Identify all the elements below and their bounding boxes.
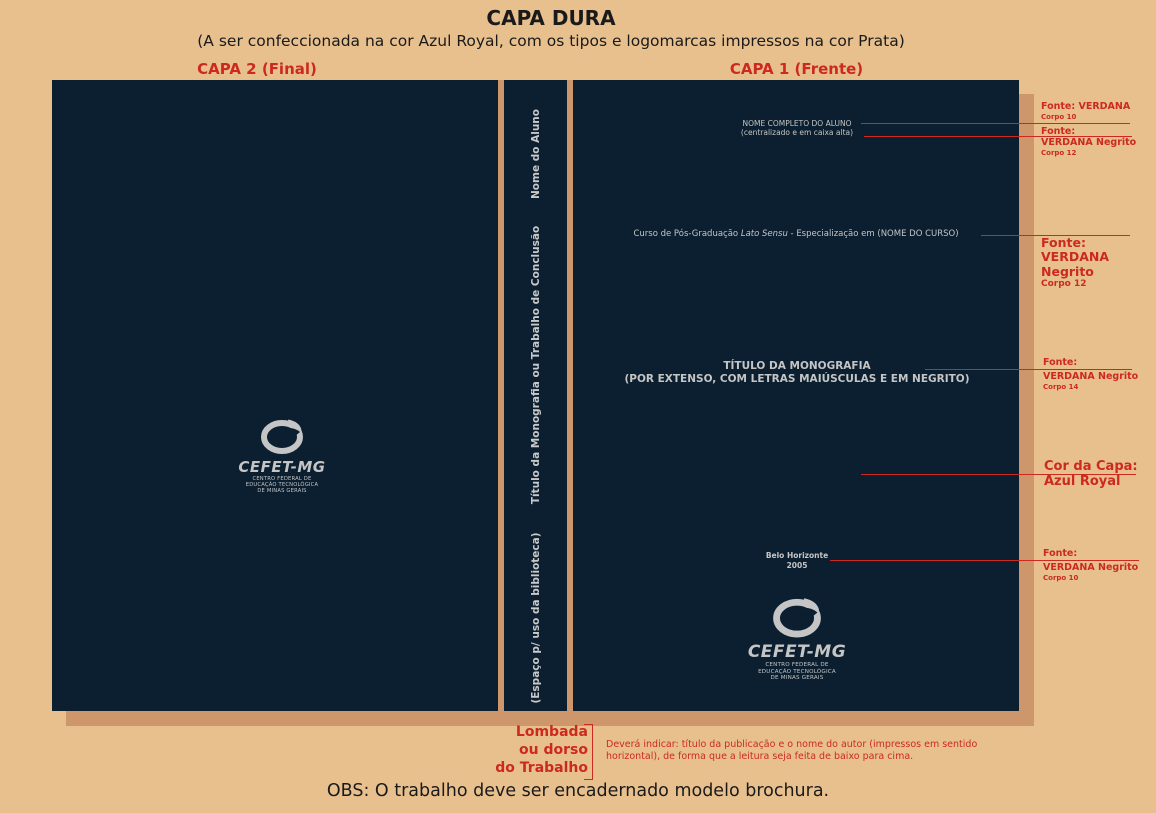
annotation-style: VERDANA Negrito [1041,136,1137,148]
spine-library-space: (Espaço p/ uso da biblioteca) [529,531,542,704]
back-cover-label: CAPA 2 (Final) [197,60,317,78]
course-line [573,229,1019,239]
annotation-cover-color [1044,460,1138,490]
leader-line-student-name [861,123,1130,124]
logo-line-2: EDUCAÇÃO TECNOLÓGICA [245,482,319,489]
spine-panel [504,80,567,711]
annotation-text: Azul Royal [1044,473,1121,489]
year: 2005 [786,560,808,570]
student-name-block [573,119,1021,138]
cefet-logo-icon [772,596,822,638]
annotation-size: Corpo 12 [1041,148,1077,157]
page-title: CAPA DURA [486,6,616,30]
annotation-size: Corpo 10 [1043,573,1079,582]
student-name: NOME COMPLETO DO ALUNO [742,119,852,128]
thesis-title-note: (POR EXTENSO, COM LETRAS MAIÚSCULAS E EM NEGRITO) [624,373,970,386]
thesis-title: TÍTULO DA MONOGRAFIA [723,360,871,372]
spine-title: Título da Monografia ou Trabalho de Conclusão [529,225,542,505]
logo-line-3: DE MINAS GERAIS [770,675,824,682]
cover-shadow-right [1019,94,1034,726]
annotation-style: VERDANA Negrito [1043,370,1139,382]
annotation-style: Negrito [1041,263,1094,279]
logo-line-1: CENTRO FEDERAL DE [252,476,312,482]
annotation-thesis-font [1043,358,1138,391]
annotation-style: VERDANA Negrito [1043,561,1139,573]
annotation-text: Fonte: [1041,126,1076,137]
back-cover-panel [52,80,498,711]
callout-line-3: do Trabalho [495,759,588,776]
footer-note: OBS: O trabalho deve ser encadernado modelo brochura. [326,781,830,801]
annotation-text: Fonte: [1043,548,1078,559]
callout-line-1: Lombada [515,724,588,740]
spine-author: Nome do Aluno [529,109,542,199]
front-cover-panel [573,80,1019,711]
annotation-text: Cor da Capa: [1044,459,1138,474]
annotation-size: Corpo 12 [1041,279,1087,290]
annotation-text: Fonte: [1043,357,1078,368]
logo-line-3: DE MINAS GERAIS [257,488,307,495]
logo-line-1: CENTRO FEDERAL DE [765,662,829,668]
logo-name: CEFET-MG [238,458,326,476]
logo-name: CEFET-MG [747,642,847,662]
spine-callout-label [470,724,588,777]
logo-line-2: EDUCAÇÃO TECNOLÓGICA [758,668,836,675]
annotation-student-name-font [1041,102,1130,121]
course-italic: Lato Sensu [740,229,788,239]
front-cover-logo [737,596,857,682]
back-cover-logo [222,418,342,495]
annotation-text: Fonte: [1041,235,1086,250]
spine-callout-note: Deverá indicar: título da publicação e o nome do autor (impressos em sentido horizontal), de forma que a leitura seja feita de baixo para cima. [606,739,978,763]
front-cover-label: CAPA 1 (Frente) [729,60,864,78]
annotation-course-font [1041,236,1109,289]
course-prefix: Curso de Pós-Graduação [633,229,741,239]
callout-line-2: ou dorso [519,741,588,758]
city: Belo Horizonte [765,551,829,560]
annotation-size: Corpo 10 [1041,112,1077,121]
annotation-student-note-font [1041,127,1136,157]
annotation-size: Corpo 14 [1043,382,1079,391]
page-subtitle: (A ser confeccionada na cor Azul Royal, com os tipos e logomarcas impressos na cor Prata) [197,32,905,50]
cefet-logo-icon [260,418,304,454]
annotation-text: Fonte: VERDANA [1041,101,1131,112]
thesis-title-block [573,360,1021,386]
student-name-note: (centralizado e em caixa alta) [740,128,854,138]
course-suffix: - Especialização em (NOME DO CURSO) [787,229,959,239]
annotation-style: VERDANA [1041,249,1110,265]
annotation-city-font [1043,549,1138,582]
